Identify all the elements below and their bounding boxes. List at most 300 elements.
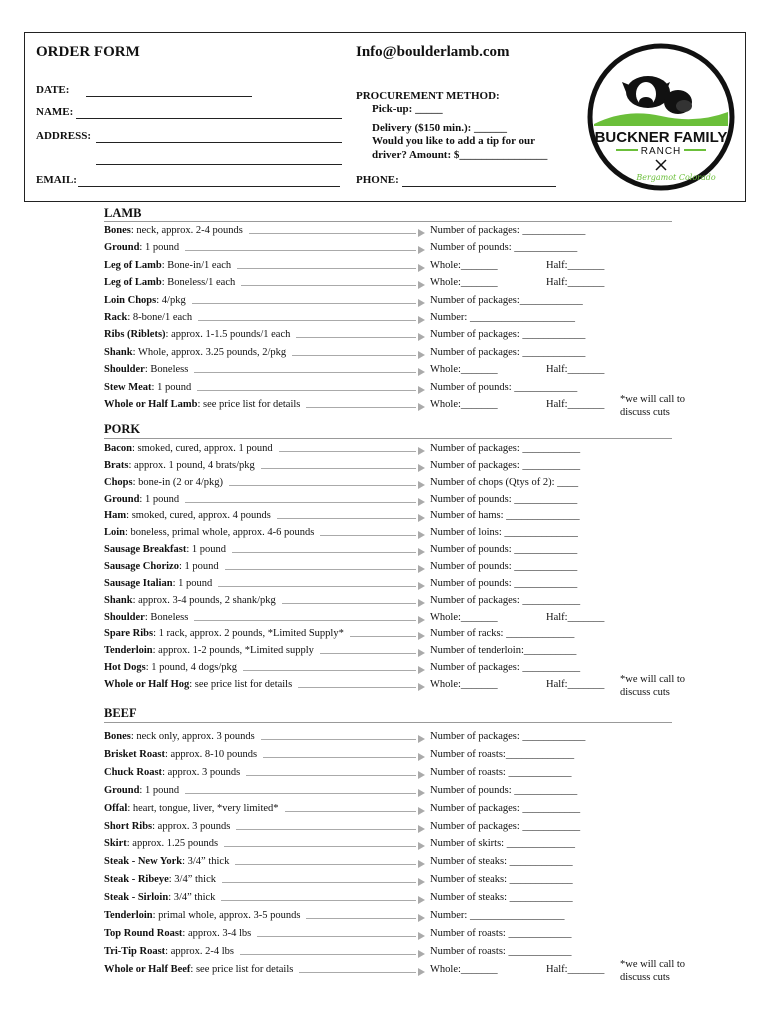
section-title-lamb: LAMB xyxy=(104,206,142,220)
leader-line xyxy=(350,636,416,637)
item-name: Ribs (Riblets) xyxy=(104,329,166,341)
arrow-right-icon xyxy=(418,968,425,976)
item-description xyxy=(104,964,293,975)
item-description xyxy=(104,260,231,271)
quantity-field[interactable]: Whole:_______ xyxy=(430,277,498,289)
quantity-field[interactable]: Number of chops (Qtys of 2): ____ xyxy=(430,476,579,488)
item-detail: : 1 pound xyxy=(172,577,213,589)
item-description xyxy=(104,731,255,742)
item-description xyxy=(104,443,273,454)
item-description xyxy=(104,785,179,796)
order-row xyxy=(104,561,704,577)
name-label: NAME: xyxy=(36,106,74,118)
order-row xyxy=(104,225,704,241)
contact-email[interactable]: Info@boulderlamb.com xyxy=(356,44,510,60)
item-detail: : 1 pound, 4 dogs/pkg xyxy=(145,662,238,674)
arrow-right-icon xyxy=(418,299,425,307)
arrow-right-icon xyxy=(418,229,425,237)
logo-name-line1: BUCKNER FAMILY xyxy=(594,129,728,146)
leader-line xyxy=(243,670,416,671)
leader-line xyxy=(237,268,416,269)
order-row xyxy=(104,958,704,983)
item-description xyxy=(104,645,314,656)
item-detail: : neck only, approx. 3 pounds xyxy=(130,731,255,742)
leader-line xyxy=(197,390,416,391)
leader-line xyxy=(320,653,416,654)
order-row xyxy=(104,595,704,611)
item-name: Bones xyxy=(104,731,131,742)
item-description xyxy=(104,892,215,903)
tip-amount-field[interactable]: driver? Amount: $________________ xyxy=(372,149,548,161)
item-description xyxy=(104,510,271,521)
address-label: ADDRESS: xyxy=(36,130,92,142)
quantity-field[interactable]: Number of racks: _____________ xyxy=(430,628,575,640)
half-field[interactable]: Half:_______ xyxy=(546,678,605,690)
logo-name-line2: RANCH xyxy=(640,146,682,157)
arrow-right-icon xyxy=(418,464,425,472)
leader-line xyxy=(229,485,416,486)
arrow-right-icon xyxy=(418,683,425,691)
section-divider xyxy=(104,221,672,222)
call-note: *we will call to discuss cuts xyxy=(620,394,686,418)
order-row xyxy=(104,277,704,293)
item-description xyxy=(104,225,243,236)
quantity-field[interactable]: Number of packages: ___________ xyxy=(430,802,581,814)
half-field[interactable]: Half:_______ xyxy=(546,611,605,623)
item-description xyxy=(104,662,237,673)
item-name: Chops xyxy=(104,476,133,488)
quantity-field[interactable]: Number of steaks: ____________ xyxy=(430,856,573,868)
quantity-field[interactable]: Whole:_______ xyxy=(430,611,498,623)
address-field-line2[interactable] xyxy=(96,164,342,165)
item-detail: : 1 pound xyxy=(186,544,227,556)
leader-line xyxy=(282,603,416,604)
item-name: Rack xyxy=(104,312,128,323)
item-name: Top Round Roast xyxy=(104,927,183,939)
item-detail: : 1 pound xyxy=(151,381,192,393)
item-description xyxy=(104,295,186,306)
order-row xyxy=(104,460,704,476)
leader-line xyxy=(279,451,416,452)
quantity-field[interactable]: Number of packages: ___________ xyxy=(430,820,581,832)
arrow-right-icon xyxy=(418,403,425,411)
order-row xyxy=(104,767,704,783)
arrow-right-icon xyxy=(418,264,425,272)
leader-line xyxy=(241,285,416,286)
item-description xyxy=(104,679,292,690)
item-name: Shoulder xyxy=(104,611,145,623)
quantity-field[interactable]: Number of pounds: ____________ xyxy=(430,544,578,556)
item-name: Stew Meat xyxy=(104,381,152,393)
half-field[interactable]: Half:_______ xyxy=(546,277,605,289)
arrow-right-icon xyxy=(418,632,425,640)
quantity-field[interactable]: Number of packages: ___________ xyxy=(430,594,581,606)
item-name: Sausage Breakfast xyxy=(104,544,187,556)
quantity-field[interactable]: Whole:_______ xyxy=(430,963,498,975)
item-name: Loin xyxy=(104,527,126,539)
item-detail: : 3/4” thick xyxy=(168,892,216,904)
arrow-right-icon xyxy=(418,582,425,590)
order-row xyxy=(104,510,704,526)
quantity-field[interactable]: Whole:_______ xyxy=(430,399,498,410)
arrow-right-icon xyxy=(418,316,425,324)
item-description xyxy=(104,838,218,849)
item-description xyxy=(104,749,257,760)
item-detail: : see price list for details xyxy=(189,678,293,690)
leader-line xyxy=(292,355,416,356)
order-row xyxy=(104,662,704,678)
item-name: Spare Ribs xyxy=(104,628,154,640)
item-detail: : approx. 3 pounds xyxy=(162,766,241,778)
item-name: Leg of Lamb xyxy=(104,259,162,271)
quantity-field[interactable]: Number of pounds: ____________ xyxy=(430,242,578,254)
item-detail: : 4/pkg xyxy=(156,294,186,306)
quantity-field[interactable]: Number of packages: ____________ xyxy=(430,329,586,341)
half-field[interactable]: Half:_______ xyxy=(546,399,605,410)
item-name: Shank xyxy=(104,594,133,606)
half-field[interactable]: Half:_______ xyxy=(546,364,605,376)
arrow-right-icon xyxy=(418,666,425,674)
item-detail: : smoked, cured, approx. 1 pound xyxy=(132,443,273,454)
date-label: DATE: xyxy=(36,84,70,96)
arrow-right-icon xyxy=(418,842,425,850)
item-detail: : approx. 3 pounds xyxy=(152,820,231,832)
quantity-field[interactable]: Number of packages: ____________ xyxy=(430,225,586,236)
item-detail: : neck, approx. 2-4 pounds xyxy=(130,225,243,236)
section-title-pork: PORK xyxy=(104,422,141,436)
leader-line xyxy=(296,337,416,338)
arrow-right-icon xyxy=(418,932,425,940)
item-detail: : Boneless xyxy=(144,364,189,376)
phone-field[interactable] xyxy=(402,186,556,187)
item-name: Sausage Chorizo xyxy=(104,560,179,572)
arrow-right-icon xyxy=(418,896,425,904)
order-row xyxy=(104,928,704,944)
item-detail: : see price list for details xyxy=(197,399,301,410)
leader-line xyxy=(306,407,416,408)
item-name: Leg of Lamb xyxy=(104,277,162,289)
item-detail: : see price list for details xyxy=(190,963,294,975)
quantity-field[interactable]: Number of packages: ___________ xyxy=(430,459,581,471)
arrow-right-icon xyxy=(418,878,425,886)
quantity-field[interactable]: Number: __________________ xyxy=(430,910,565,921)
date-field[interactable] xyxy=(86,96,252,97)
section-divider xyxy=(104,438,672,439)
item-description xyxy=(104,382,191,393)
order-row xyxy=(104,673,704,698)
item-name: Whole or Half Beef xyxy=(104,963,191,975)
item-detail: : approx. 1.25 pounds xyxy=(126,838,219,850)
item-name: Tri-Tip Roast xyxy=(104,945,166,957)
order-row xyxy=(104,874,704,890)
leader-line xyxy=(192,303,416,304)
item-name: Chuck Roast xyxy=(104,766,163,778)
order-row xyxy=(104,477,704,493)
item-description xyxy=(104,460,255,471)
item-detail: : Whole, approx. 3.25 pounds, 2/pkg xyxy=(132,346,287,358)
arrow-right-icon xyxy=(418,386,425,394)
leader-line xyxy=(249,233,416,234)
item-name: Hot Dogs xyxy=(104,662,146,674)
item-name: Steak - Ribeye xyxy=(104,874,169,886)
leader-line xyxy=(261,739,416,740)
call-note: *we will call to discuss cuts xyxy=(620,958,686,983)
item-description xyxy=(104,477,223,488)
item-name: Brisket Roast xyxy=(104,748,165,760)
arrow-right-icon xyxy=(418,531,425,539)
quantity-field[interactable]: Whole:_______ xyxy=(430,259,498,271)
item-name: Bacon xyxy=(104,443,133,454)
item-description xyxy=(104,910,300,921)
quantity-field[interactable]: Number of packages: ____________ xyxy=(430,731,586,742)
item-description xyxy=(104,946,234,957)
leader-line xyxy=(222,882,416,883)
order-row xyxy=(104,242,704,258)
item-detail: : approx. 1-1.5 pounds/1 each xyxy=(165,329,291,341)
quantity-field[interactable]: Number of steaks: ____________ xyxy=(430,874,573,886)
item-name: Skirt xyxy=(104,838,127,850)
order-row xyxy=(104,578,704,594)
arrow-right-icon xyxy=(418,351,425,359)
order-row xyxy=(104,347,704,363)
email-field[interactable] xyxy=(78,186,340,187)
leader-line xyxy=(298,687,416,688)
order-row xyxy=(104,527,704,543)
item-name: Whole or Half Hog xyxy=(104,678,190,690)
item-description xyxy=(104,767,240,778)
arrow-right-icon xyxy=(418,860,425,868)
half-field[interactable]: Half:_______ xyxy=(546,963,605,975)
item-detail: : 3/4” thick xyxy=(168,874,216,886)
leader-line xyxy=(246,775,416,776)
item-description xyxy=(104,364,188,375)
item-detail: : approx. 3-4 lbs xyxy=(182,927,252,939)
item-detail: : 3/4” thick xyxy=(182,856,230,868)
quantity-field[interactable]: Number of tenderloin:__________ xyxy=(430,645,577,657)
quantity-field[interactable]: Number of pounds: ____________ xyxy=(430,381,578,393)
quantity-field[interactable]: Number of packages: ___________ xyxy=(430,443,581,454)
item-detail: : approx. 3-4 pounds, 2 shank/pkg xyxy=(132,594,276,606)
item-description xyxy=(104,494,179,505)
item-name: Shank xyxy=(104,346,133,358)
leader-line xyxy=(235,864,416,865)
order-row xyxy=(104,731,704,747)
arrow-right-icon xyxy=(418,498,425,506)
quantity-field[interactable]: Number of roasts: ____________ xyxy=(430,766,572,778)
item-detail: : approx. 1 pound, 4 brats/pkg xyxy=(128,459,255,471)
item-name: Shoulder xyxy=(104,364,145,376)
leader-line xyxy=(240,954,416,955)
item-description xyxy=(104,595,276,606)
arrow-right-icon xyxy=(418,333,425,341)
item-detail: : 8-bone/1 each xyxy=(127,312,193,323)
quantity-field[interactable]: Number: ____________________ xyxy=(430,312,575,323)
quantity-field[interactable]: Whole:_______ xyxy=(430,364,498,376)
order-row xyxy=(104,295,704,311)
order-row xyxy=(104,628,704,644)
item-description xyxy=(104,856,229,867)
leader-line xyxy=(185,250,416,251)
quantity-field[interactable]: Number of pounds: ____________ xyxy=(430,560,578,572)
item-description xyxy=(104,803,279,814)
leader-line xyxy=(194,372,416,373)
item-name: Steak - New York xyxy=(104,856,183,868)
arrow-right-icon xyxy=(418,565,425,573)
item-description xyxy=(104,242,179,253)
leader-line xyxy=(261,468,416,469)
address-field[interactable] xyxy=(96,142,342,143)
quantity-field[interactable]: Number of hams: ______________ xyxy=(430,510,580,522)
arrow-right-icon xyxy=(418,447,425,455)
quantity-field[interactable]: Number of roasts:_____________ xyxy=(430,748,575,760)
delivery-option[interactable]: Delivery ($150 min.): ______ xyxy=(372,122,508,134)
item-description xyxy=(104,821,230,832)
item-detail: : bone-in (2 or 4/pkg) xyxy=(132,476,224,488)
item-detail: : Boneless xyxy=(144,611,189,623)
arrow-right-icon xyxy=(418,616,425,624)
procurement-label: PROCUREMENT METHOD: xyxy=(356,90,500,102)
order-row xyxy=(104,856,704,872)
arrow-right-icon xyxy=(418,649,425,657)
quantity-field[interactable]: Number of packages:____________ xyxy=(430,294,583,306)
arrow-right-icon xyxy=(418,514,425,522)
quantity-field[interactable]: Number of roasts: ____________ xyxy=(430,945,572,957)
item-name: Tenderloin xyxy=(104,645,153,657)
item-description xyxy=(104,329,290,340)
ranch-logo-icon xyxy=(586,42,736,192)
item-detail: : heart, tongue, liver, *very limited* xyxy=(127,802,279,814)
order-row xyxy=(104,260,704,276)
item-description xyxy=(104,277,235,288)
order-row xyxy=(104,749,704,765)
arrow-right-icon xyxy=(418,735,425,743)
item-detail: : 1 pound xyxy=(178,560,219,572)
leader-line xyxy=(194,620,416,621)
section-title-beef: BEEF xyxy=(104,706,137,720)
quantity-field[interactable]: Number of packages: ____________ xyxy=(430,346,586,358)
arrow-right-icon xyxy=(418,246,425,254)
quantity-field[interactable]: Number of roasts: ____________ xyxy=(430,927,572,939)
order-row xyxy=(104,645,704,661)
email-label: EMAIL: xyxy=(36,174,77,186)
leader-line xyxy=(221,900,416,901)
arrow-right-icon xyxy=(418,368,425,376)
leader-line xyxy=(225,569,416,570)
order-row xyxy=(104,803,704,819)
item-detail: : approx. 8-10 pounds xyxy=(164,748,258,760)
item-name: Ground xyxy=(104,493,140,505)
arrow-right-icon xyxy=(418,914,425,922)
name-field[interactable] xyxy=(76,118,342,119)
item-description xyxy=(104,928,251,939)
quantity-field[interactable]: Number of packages: ___________ xyxy=(430,662,581,674)
item-name: Offal xyxy=(104,802,128,814)
leader-line xyxy=(218,586,416,587)
form-title: ORDER FORM xyxy=(36,44,140,60)
item-name: Steak - Sirloin xyxy=(104,892,169,904)
item-description xyxy=(104,399,300,410)
item-detail: : 1 pound xyxy=(139,784,180,796)
arrow-right-icon xyxy=(418,950,425,958)
order-row xyxy=(104,329,704,345)
item-name: Ham xyxy=(104,510,127,522)
item-description xyxy=(104,312,192,323)
pickup-option[interactable]: Pick-up: _____ xyxy=(372,103,443,115)
order-row xyxy=(104,443,704,459)
order-row xyxy=(104,910,704,926)
item-description xyxy=(104,612,188,623)
leader-line xyxy=(185,502,416,503)
item-detail: : Boneless/1 each xyxy=(161,277,236,289)
leader-line xyxy=(185,793,416,794)
item-detail: : primal whole, approx. 3-5 pounds xyxy=(152,910,301,921)
item-name: Whole or Half Lamb xyxy=(104,399,198,410)
item-name: Tenderloin xyxy=(104,910,153,921)
arrow-right-icon xyxy=(418,281,425,289)
item-description xyxy=(104,544,226,555)
leader-line xyxy=(320,535,416,536)
quantity-field[interactable]: Number of pounds: ____________ xyxy=(430,784,578,796)
item-name: Bones xyxy=(104,225,131,236)
order-row xyxy=(104,612,704,628)
arrow-right-icon xyxy=(418,789,425,797)
quantity-field[interactable]: Number of steaks: ____________ xyxy=(430,892,573,904)
order-row xyxy=(104,838,704,854)
leader-line xyxy=(224,846,416,847)
leader-line xyxy=(285,811,416,812)
leader-line xyxy=(232,552,416,553)
item-detail: : 1 rack, approx. 2 pounds, *Limited Supply* xyxy=(153,628,344,640)
item-name: Short Ribs xyxy=(104,820,153,832)
logo-script: Bergamot Colorado xyxy=(636,173,716,182)
order-row xyxy=(104,544,704,560)
arrow-right-icon xyxy=(418,807,425,815)
order-row xyxy=(104,785,704,801)
arrow-right-icon xyxy=(418,481,425,489)
quantity-field[interactable]: Number of pounds: ____________ xyxy=(430,577,578,589)
quantity-field[interactable]: Whole:_______ xyxy=(430,678,498,690)
order-row xyxy=(104,821,704,837)
leader-line xyxy=(257,936,416,937)
phone-label: PHONE: xyxy=(356,174,399,186)
item-detail: : smoked, cured, approx. 4 pounds xyxy=(126,510,271,522)
item-detail: : Bone-in/1 each xyxy=(161,259,232,271)
tip-line1: Would you like to add a tip for our xyxy=(372,135,535,147)
arrow-right-icon xyxy=(418,771,425,779)
order-row xyxy=(104,494,704,510)
ranch-logo xyxy=(586,42,736,192)
leader-line xyxy=(236,829,416,830)
quantity-field[interactable]: Number of pounds: ____________ xyxy=(430,493,578,505)
item-name: Ground xyxy=(104,784,140,796)
leader-line xyxy=(299,972,416,973)
item-description xyxy=(104,874,216,885)
quantity-field[interactable]: Number of skirts: _____________ xyxy=(430,838,575,850)
leader-line xyxy=(263,757,416,758)
item-description xyxy=(104,561,219,572)
order-row xyxy=(104,892,704,908)
half-field[interactable]: Half:_______ xyxy=(546,259,605,271)
leader-line xyxy=(306,918,416,919)
quantity-field[interactable]: Number of loins: ______________ xyxy=(430,527,578,539)
order-row xyxy=(104,312,704,328)
order-row xyxy=(104,394,704,418)
item-name: Loin Chops xyxy=(104,294,157,306)
item-description xyxy=(104,347,286,358)
order-row xyxy=(104,946,704,962)
order-row xyxy=(104,382,704,398)
item-description xyxy=(104,578,212,589)
